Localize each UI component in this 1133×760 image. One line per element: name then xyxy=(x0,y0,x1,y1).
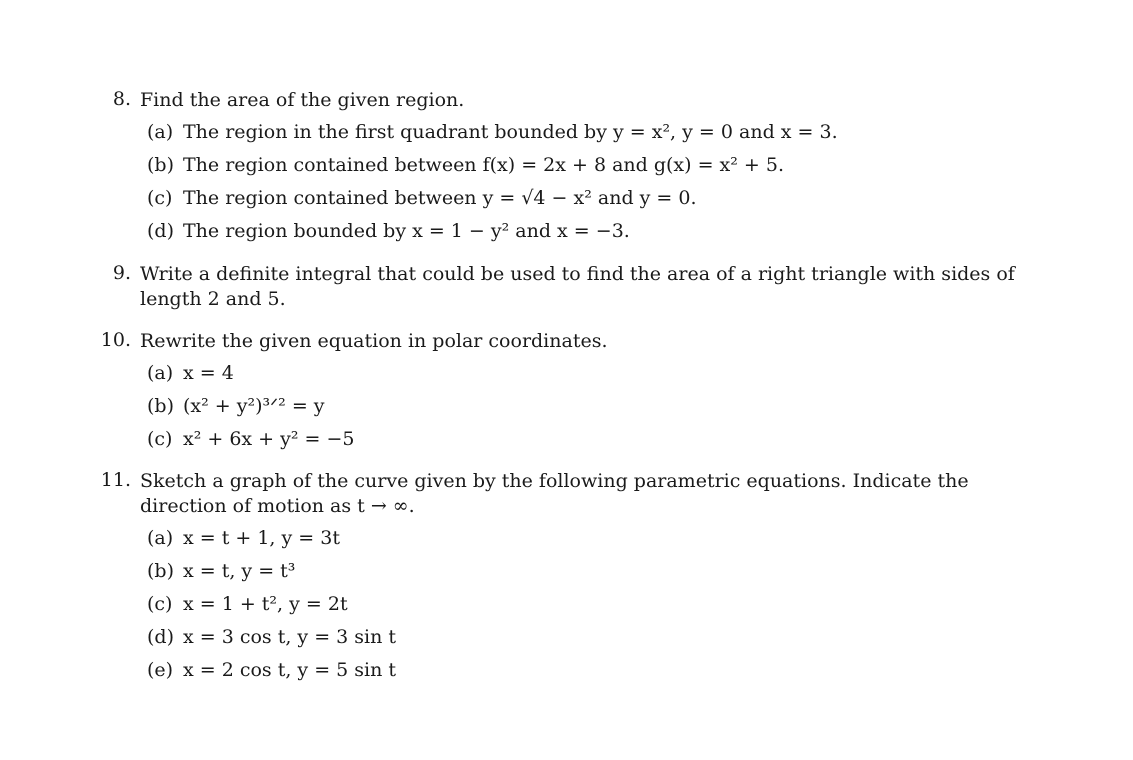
item-label: (a) xyxy=(147,362,174,384)
item-text: x = 4 xyxy=(183,362,234,384)
list-item xyxy=(147,395,325,417)
item-label: (c) xyxy=(147,428,173,450)
item-text: The region contained between y = √4 − x² and y = 0. xyxy=(183,187,697,209)
problem-text: Write a definite integral that could be used to find the area of a right triangle with sides of length 2 and 5. xyxy=(140,263,1015,310)
item-label: (c) xyxy=(147,593,173,615)
list-item xyxy=(147,659,396,681)
list-item xyxy=(147,428,355,450)
item-label: (a) xyxy=(147,121,174,143)
item-label: (b) xyxy=(147,560,174,582)
item-label: (c) xyxy=(147,187,173,209)
problem-text: Sketch a graph of the curve given by the following parametric equations. Indicate the direction of motion as t → ∞. xyxy=(140,470,969,517)
problem-number: 10. xyxy=(100,329,131,351)
list-item xyxy=(147,220,630,242)
list-item xyxy=(147,154,784,176)
item-label: (b) xyxy=(147,395,174,417)
list-item xyxy=(147,187,697,209)
item-label: (d) xyxy=(147,626,174,648)
item-text: (x² + y²)³ᐟ² = y xyxy=(183,395,325,417)
item-label: (a) xyxy=(147,527,174,549)
item-text: x = 3 cos t, y = 3 sin t xyxy=(183,626,397,648)
item-text: x² + 6x + y² = −5 xyxy=(183,428,355,450)
problem-number: 8. xyxy=(112,88,131,110)
list-item xyxy=(147,626,396,648)
item-text: x = 1 + t², y = 2t xyxy=(183,593,348,615)
problem-number: 11. xyxy=(100,469,131,491)
item-text: x = t + 1, y = 3t xyxy=(183,527,340,549)
item-label: (b) xyxy=(147,154,174,176)
list-item xyxy=(147,593,348,615)
list-item xyxy=(147,527,340,549)
problem-text: Rewrite the given equation in polar coordinates. xyxy=(140,330,608,352)
item-text: x = 2 cos t, y = 5 sin t xyxy=(183,659,397,681)
item-text: The region bounded by x = 1 − y² and x = −3. xyxy=(183,220,630,242)
problem-text: Find the area of the given region. xyxy=(140,89,465,111)
item-text: The region in the first quadrant bounded by y = x², y = 0 and x = 3. xyxy=(183,121,838,143)
item-label: (e) xyxy=(147,659,174,681)
item-text: x = t, y = t³ xyxy=(183,560,296,582)
item-text: The region contained between f(x) = 2x + 8 and g(x) = x² + 5. xyxy=(183,154,785,176)
list-item xyxy=(147,121,838,143)
list-item xyxy=(147,362,234,384)
list-item xyxy=(147,560,295,582)
item-label: (d) xyxy=(147,220,174,242)
problem-number: 9. xyxy=(112,262,131,284)
